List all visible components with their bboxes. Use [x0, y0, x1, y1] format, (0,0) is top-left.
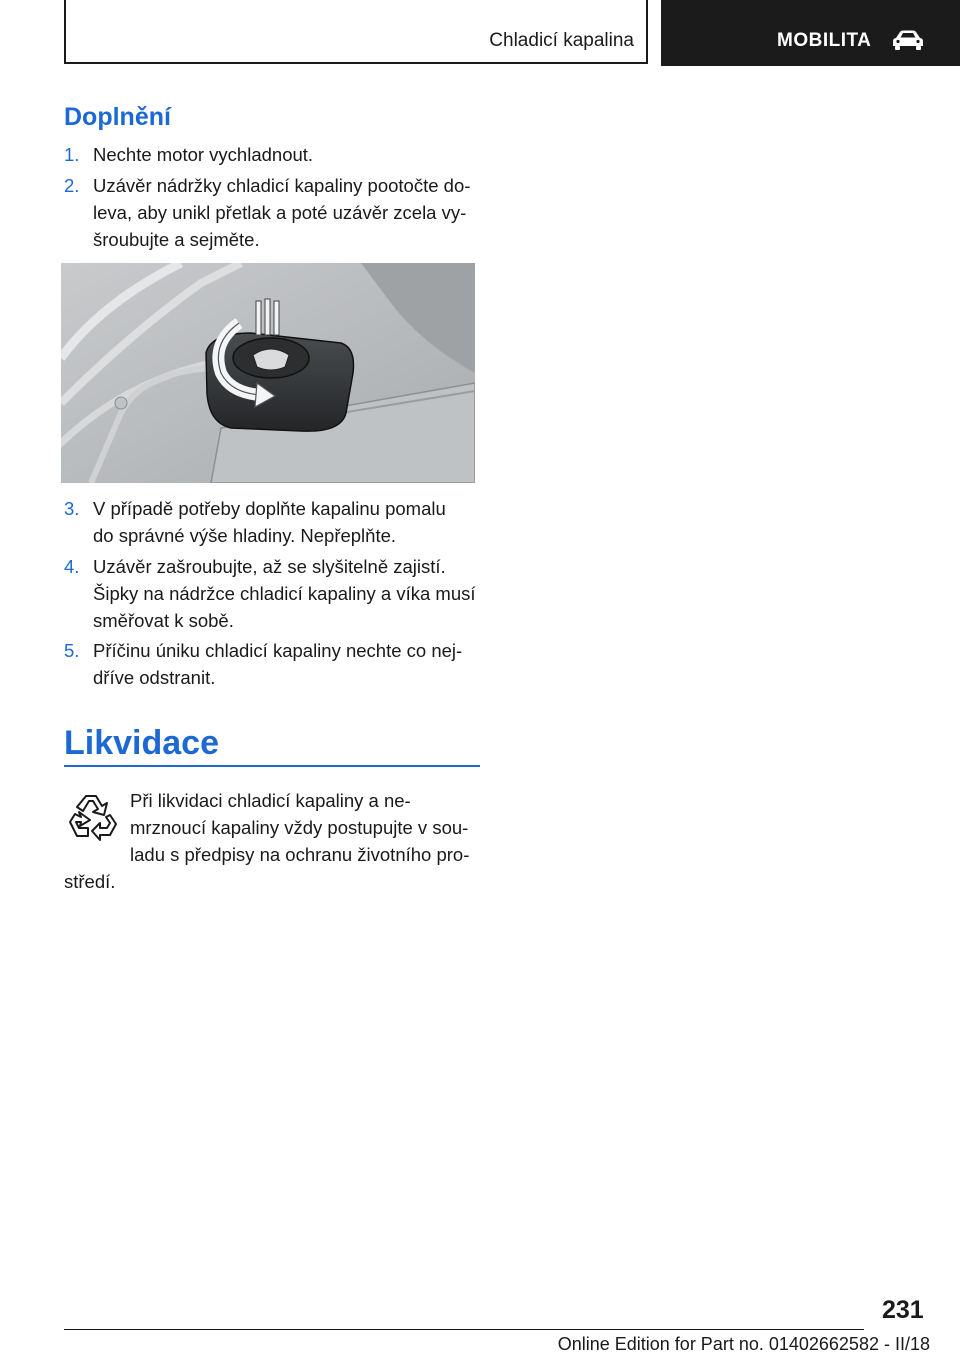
- step-number: 5.: [64, 640, 80, 661]
- page-number: 231: [882, 1296, 924, 1324]
- step-text: Nechte motor vychladnout.: [93, 144, 314, 165]
- disposal-line: středí.: [64, 871, 116, 892]
- chapter-title: MOBILITA: [777, 30, 872, 51]
- footer-divider: [64, 1329, 864, 1330]
- step-number: 2.: [64, 175, 80, 196]
- disposal-line: Při likvidaci chladicí kapaliny a ne-: [130, 790, 411, 811]
- step-number: 1.: [64, 144, 80, 165]
- step-text: Uzávěr zašroubujte, až se slyšitelně zajistí. Šipky na nádržce chladicí kapaliny a víka musí směřovat k sobě.: [93, 556, 476, 631]
- heading-divider: [64, 765, 480, 767]
- chapter-tab[interactable]: [661, 0, 960, 66]
- disposal-paragraph: [64, 787, 480, 895]
- step-text: Uzávěr nádržky chladicí kapaliny pootočte do- leva, aby unikl přetlak a poté uzávěr zcela vy- šroubujte a sejměte.: [93, 175, 471, 250]
- disposal-heading: Likvidace: [64, 724, 219, 762]
- engine-bay-drawing: [61, 263, 475, 483]
- edition-info: Online Edition for Part no. 01402662582 - II/18: [557, 1334, 930, 1354]
- refill-heading: Doplnění: [64, 103, 171, 131]
- step-number: 3.: [64, 498, 80, 519]
- disposal-line: ladu s předpisy na ochranu životního pro-: [130, 844, 470, 865]
- step-text: V případě potřeby doplňte kapalinu pomalu do správné výše hladiny. Nepřeplňte.: [93, 498, 446, 546]
- section-title: Chladicí kapalina: [489, 30, 634, 51]
- coolant-cap-illustration: [61, 263, 475, 483]
- step-text: Příčinu úniku chladicí kapaliny nechte co nej- dříve odstranit.: [93, 640, 463, 688]
- header-section-frame: [64, 0, 648, 64]
- car-icon: [891, 29, 925, 51]
- disposal-line: mrznoucí kapaliny vždy postupujte v sou-: [130, 817, 469, 838]
- step-number: 4.: [64, 556, 80, 577]
